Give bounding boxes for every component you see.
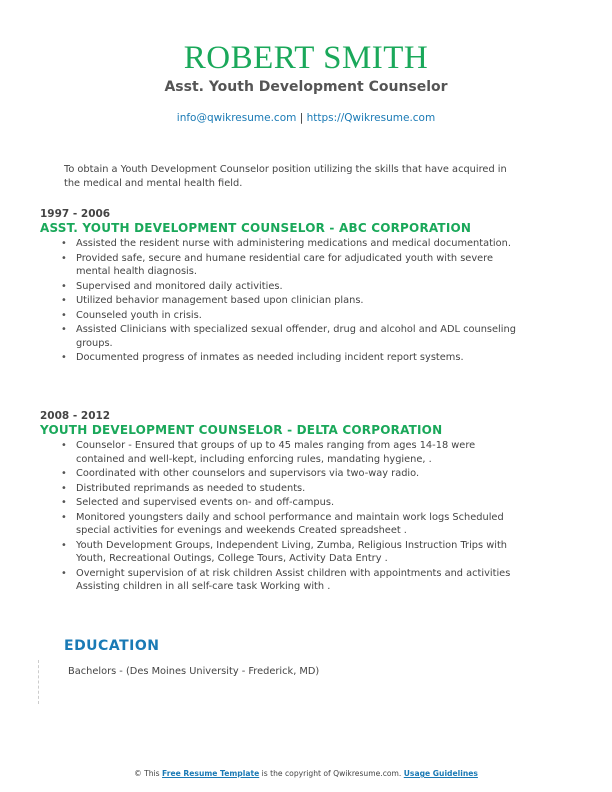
footer-copyright-text: is the copyright of Qwikresume.com. bbox=[261, 769, 402, 778]
contact-line bbox=[0, 111, 612, 125]
bullet-icon: • bbox=[61, 482, 67, 494]
education-heading: EDUCATION bbox=[64, 638, 160, 654]
copyright-footer bbox=[0, 769, 612, 779]
job-entry-1 bbox=[40, 207, 540, 366]
job-bullets bbox=[40, 439, 540, 594]
bullet-icon: • bbox=[61, 295, 67, 306]
list-item: • Supervised and monitored daily activities. bbox=[61, 280, 283, 292]
list-item: • Distributed reprimands as needed to students. bbox=[61, 482, 306, 494]
objective-text: To obtain a Youth Development Counselor position utilizing the skills that have acquired in the medical and mental health field. bbox=[64, 164, 507, 189]
list-item: • Youth Development Groups, Independent Living, Zumba, Religious Instruction Trips with Youth, Recreational Outings, College Tours, Activity Data Entry . bbox=[61, 539, 508, 564]
list-item: • Assisted the resident nurse with administering medications and medical documentation. bbox=[61, 238, 511, 249]
list-item: • Documented progress of inmates as needed including incident report systems. bbox=[61, 352, 464, 363]
bullet-icon: • bbox=[61, 309, 67, 321]
free-resume-template-link[interactable]: Free Resume Template bbox=[162, 769, 260, 778]
job-dates: 2008 - 2012 bbox=[40, 410, 111, 422]
list-item: • Assisted Clinicians with specialized sexual offender, drug and alcohol and ADL counseling groups. bbox=[61, 324, 516, 349]
bullet-icon: • bbox=[61, 497, 67, 508]
education-divider bbox=[38, 660, 39, 704]
job-title: ASST. YOUTH DEVELOPMENT COUNSELOR - ABC CORPORATION bbox=[40, 221, 472, 235]
bullet-icon: • bbox=[61, 567, 67, 579]
bullet-icon: • bbox=[61, 352, 67, 363]
list-item: • Provided safe, secure and humane residential care for adjudicated youth with severe mental health diagnosis. bbox=[61, 252, 493, 277]
list-item: • Monitored youngsters daily and school performance and maintain work logs Scheduled special activities for evenings and weekends Created spreadsheet . bbox=[61, 511, 504, 536]
list-item: • Selected and supervised events on- and off-campus. bbox=[61, 497, 335, 508]
usage-guidelines-link[interactable]: Usage Guidelines bbox=[403, 769, 478, 778]
job-bullets bbox=[40, 237, 540, 365]
bullet-icon: • bbox=[61, 252, 67, 264]
bullet-icon: • bbox=[61, 238, 67, 249]
candidate-name: ROBERT SMITH bbox=[183, 40, 429, 76]
job-entry-2 bbox=[40, 409, 540, 595]
bullet-icon: • bbox=[61, 468, 67, 479]
contact-separator: | bbox=[299, 112, 304, 124]
bullet-icon: • bbox=[61, 539, 67, 551]
list-item: • Counselor - Ensured that groups of up to 45 males ranging from ages 14-18 were contained and well-kept, including enforcing rules, mandating hygiene, . bbox=[61, 440, 476, 465]
bullet-icon: • bbox=[61, 440, 67, 451]
email-link[interactable]: info@qwikresume.com bbox=[176, 112, 297, 124]
list-item: • Coordinated with other counselors and supervisors via two-way radio. bbox=[61, 468, 420, 479]
list-item: • Counseled youth in crisis. bbox=[61, 309, 202, 321]
website-link[interactable]: https://Qwikresume.com bbox=[306, 112, 436, 124]
education-entry: Bachelors - (Des Moines University - Frederick, MD) bbox=[68, 666, 320, 677]
bullet-icon: • bbox=[61, 280, 67, 292]
candidate-title: Asst. Youth Development Counselor bbox=[164, 79, 448, 95]
bullet-icon: • bbox=[61, 511, 67, 523]
footer-prefix: © This bbox=[134, 769, 160, 778]
list-item: • Overnight supervision of at risk children Assist children with appointments and activities Assisting children in all self-care task Working with . bbox=[61, 567, 511, 592]
list-item: • Utilized behavior management based upon clinician plans. bbox=[61, 295, 364, 306]
bullet-icon: • bbox=[61, 324, 67, 335]
job-title: YOUTH DEVELOPMENT COUNSELOR - DELTA CORPORATION bbox=[40, 423, 443, 437]
job-dates: 1997 - 2006 bbox=[40, 208, 111, 220]
